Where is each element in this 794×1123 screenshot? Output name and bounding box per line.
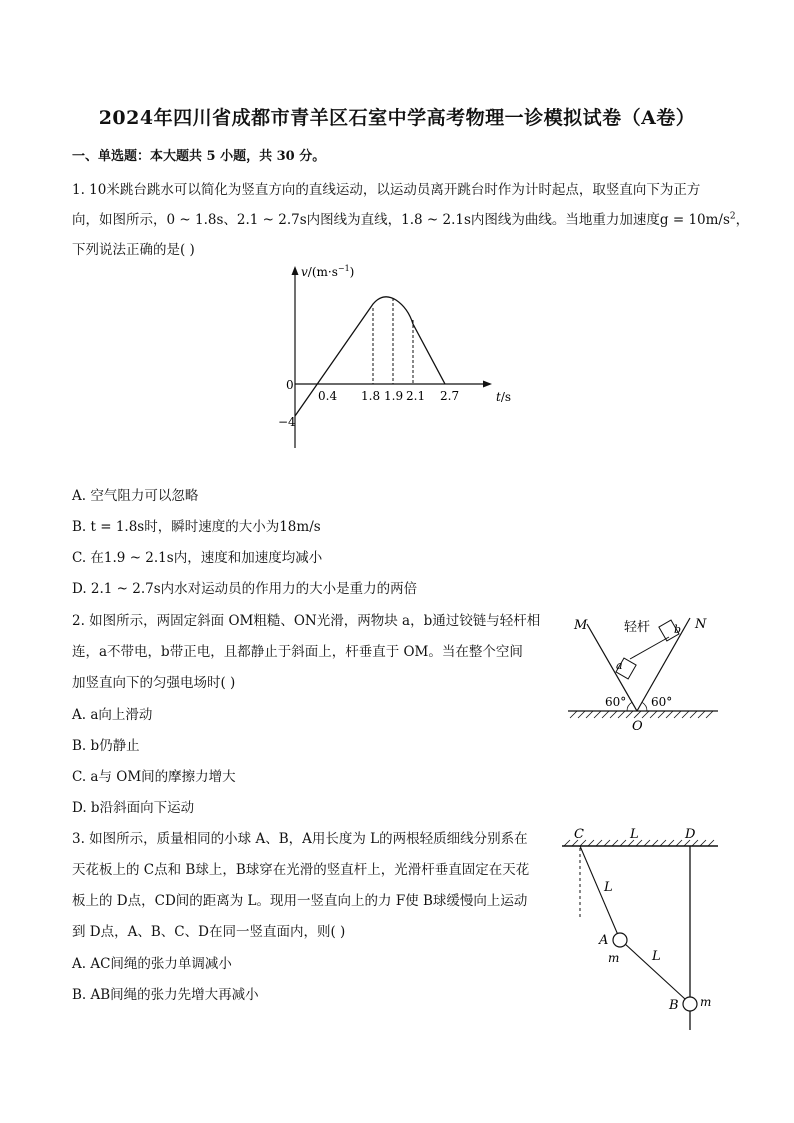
origin-label: 0	[286, 378, 294, 392]
ball-a	[613, 933, 627, 947]
q3-stem-line1: 3. 如图所示，质量相同的小球 A、B，A用长度为 L的两根轻质细线分别系在	[72, 831, 528, 847]
q2-stem-line1: 2. 如图所示，两固定斜面 OM粗糙、ON光滑，两物块 a，b通过铰链与轻杆相	[72, 613, 541, 629]
label-n: N	[695, 617, 707, 632]
x-tick-1-8: 1.8	[361, 389, 381, 403]
q3-stem-line4: 到 D点，A、B、C、D在同一竖直面内，则( )	[72, 924, 346, 940]
x-tick-1-9: 1.9	[384, 389, 404, 403]
label-c: C	[574, 827, 584, 842]
q3-stem-line2: 天花板上的 C点和 B球上，B球穿在光滑的竖直杆上，光滑杆垂直固定在天花	[72, 862, 530, 878]
angle-right-label: 60°	[651, 695, 673, 709]
angle-arc-right	[642, 702, 647, 711]
light-rod	[630, 637, 669, 659]
q1-option-a: A. 空气阻力可以忽略	[72, 488, 199, 504]
q1-option-c: C. 在1.9 ~ 2.1s内，速度和加速度均减小	[72, 550, 323, 566]
y-axis-label: $v/(m\cdot s^{-1})$	[301, 264, 355, 279]
x-axis-arrow-icon	[483, 381, 492, 388]
q1-velocity-time-graph	[270, 258, 530, 458]
q2-option-d: D. b沿斜面向下运动	[72, 800, 195, 816]
q2-option-a: A. a向上滑动	[72, 707, 153, 723]
label-l-mid: L	[652, 949, 661, 964]
q2-stem-line2: 连，a不带电，b带正电，且都静止于斜面上，杆垂直于 OM。当在整个空间	[72, 644, 523, 660]
section-heading: 一、单选题：本大题共 5 小题，共 30 分。	[72, 149, 326, 164]
y-axis-arrow-icon	[292, 266, 299, 275]
label-m: M	[574, 618, 588, 633]
ground-hatch	[570, 711, 713, 718]
x-tick-2-1: 2.1	[406, 389, 426, 403]
label-b: B	[669, 998, 679, 1013]
q2-stem-line3: 加竖直向下的匀强电场时( )	[72, 675, 236, 691]
label-o: O	[632, 719, 643, 734]
x-axis-label: t/s	[496, 390, 512, 404]
q1-stem-line3: 下列说法正确的是( )	[72, 242, 195, 258]
label-l-top: L	[630, 827, 639, 842]
label-m-a: m	[608, 951, 620, 965]
q3-stem-line3: 板上的 D点，CD间的距离为 L。现用一竖直向上的力 F使 B球缓慢向上运动	[72, 893, 528, 909]
label-b: b	[674, 623, 682, 636]
q3-option-b: B. AB间绳的张力先增大再减小	[72, 987, 259, 1003]
q1-stem-line1: 1. 10米跳台跳水可以简化为竖直方向的直线运动，以运动员离开跳台时作为计时起点，取竖直向下为正方	[72, 182, 701, 198]
ball-b	[683, 997, 697, 1011]
q2-option-b: B. b仍静止	[72, 738, 140, 754]
label-l-left: L	[604, 880, 613, 895]
label-d: D	[685, 827, 696, 842]
q2-incline-figure	[560, 608, 725, 736]
page-title: 2024年四川省成都市青羊区石室中学高考物理一诊模拟试卷（A卷）	[98, 107, 696, 129]
q1-stem-line2: 向，如图所示，0 ~ 1.8s、2.1 ~ 2.7s内图线为直线，1.8 ~ 2.1s内图线为曲线。当地重力加速度$g = 10m/s^2$，	[72, 211, 750, 228]
angle-left-label: 60°	[605, 695, 627, 709]
label-rod: 轻杆	[624, 620, 651, 635]
label-m-b: m	[700, 995, 712, 1009]
q3-pendulum-figure	[558, 822, 728, 1037]
angle-arc-left	[627, 702, 632, 711]
q1-option-d: D. 2.1 ~ 2.7s内水对运动员的作用力的大小是重力的两倍	[72, 581, 418, 597]
q3-option-a: A. AC间绳的张力单调减小	[72, 956, 232, 972]
y-tick-minus4: −4	[278, 415, 296, 429]
label-a: a	[616, 659, 623, 672]
q1-option-b: B. t = 1.8s时，瞬时速度的大小为18m/s	[72, 519, 321, 535]
x-tick-0-4: 0.4	[318, 389, 338, 403]
q2-option-c: C. a与 OM间的摩擦力增大	[72, 769, 236, 785]
x-tick-2-7: 2.7	[440, 389, 460, 403]
label-a: A	[599, 933, 609, 948]
